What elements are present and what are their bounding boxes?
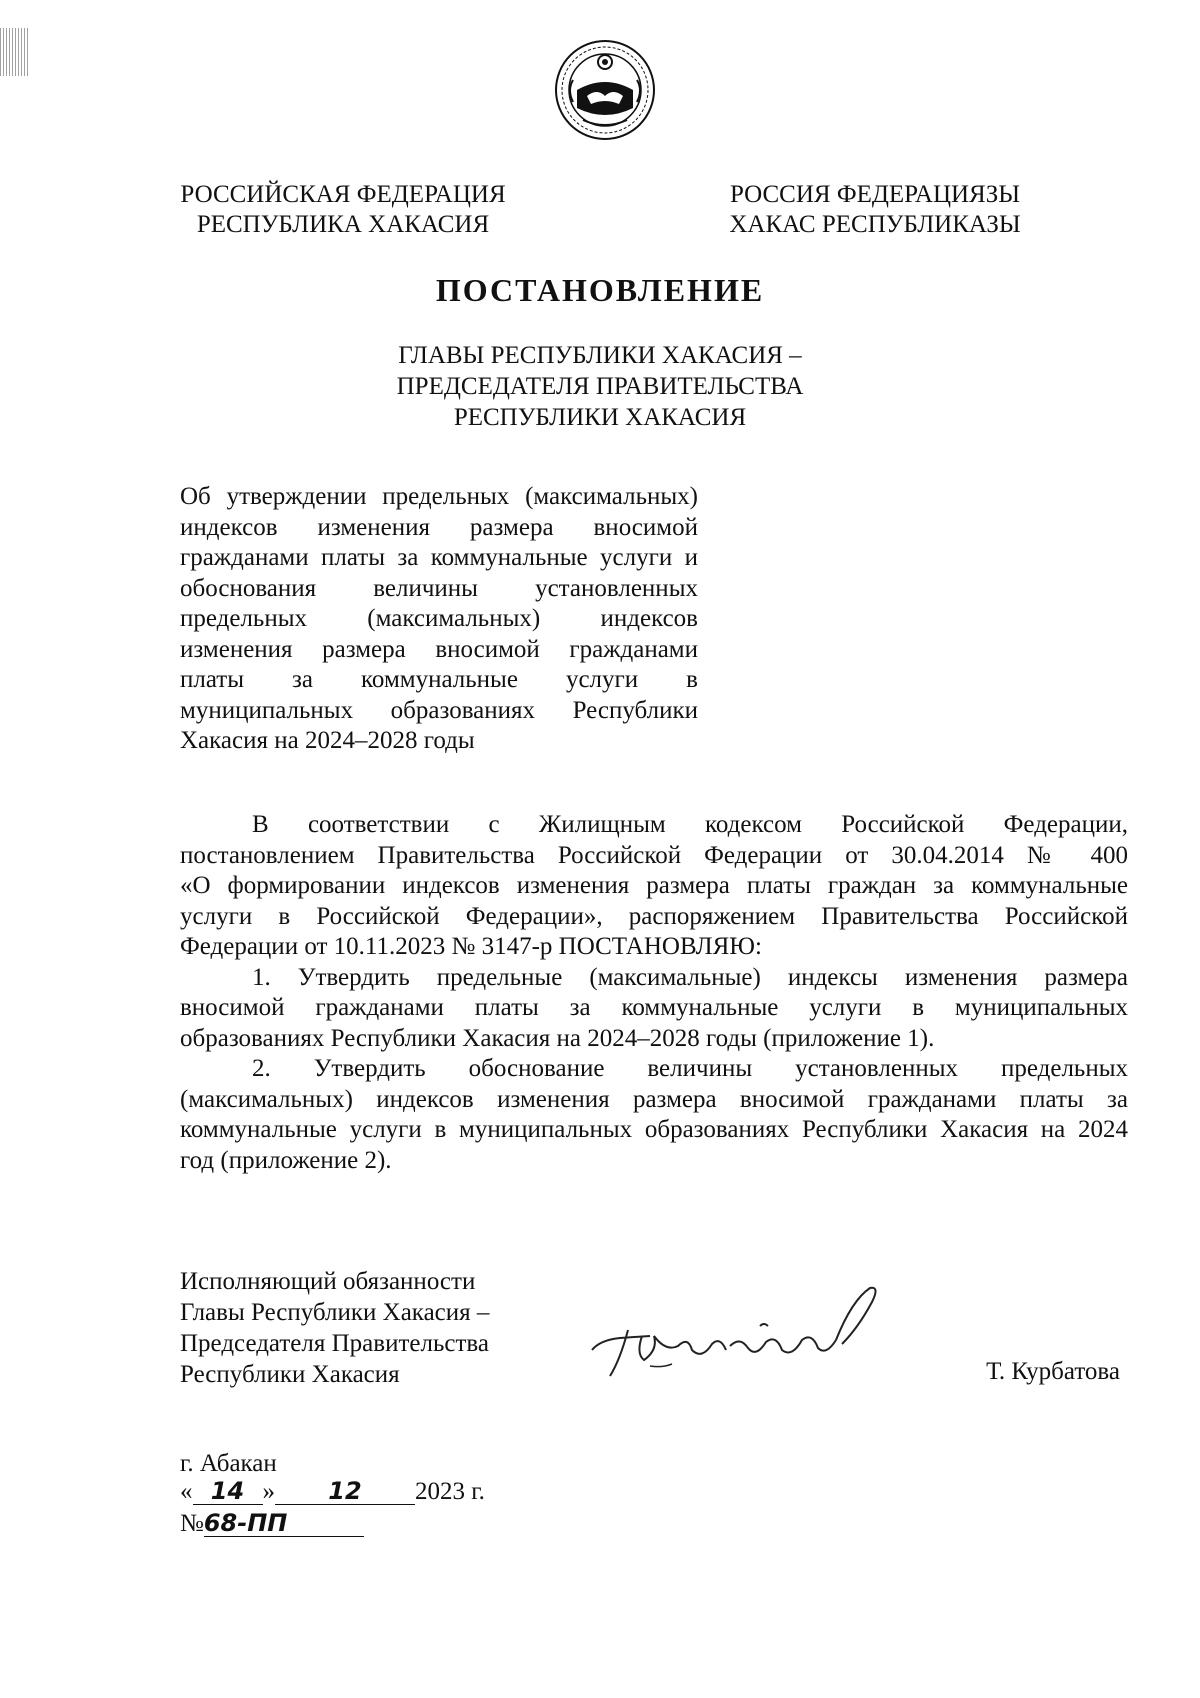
subject-line: Об утверждении предельных (максимальных) [180,483,698,510]
header-left [178,180,508,240]
number-prefix: № [180,1510,204,1537]
body-line: постановлением Правительства Российской Федерации от 30.04.2014 № 400 [180,841,1128,869]
signatory-position [180,1266,520,1390]
subject-line: гражданами платы за коммунальные услуги и [180,544,698,571]
signatory-position-line: Республики Хакасия [180,1361,400,1388]
number-value: 68-ПП [204,1510,364,1537]
body-line: 2. Утвердить обоснование величины установленных предельных [252,1055,1128,1082]
header-right-line-1: РОССИЯ ФЕДЕРАЦИЯЗЫ [729,181,1021,208]
body-line: услуги в Российской Федерации», распоряжением Правительства Российской [180,902,1128,930]
subject-line: изменения размера вносимой гражданами [180,635,698,663]
date-year: 2023 г. [415,1478,485,1505]
document-subject [180,482,698,757]
body-line: год (приложение 2). [180,1146,392,1174]
subtitle-line: ГЛАВЫ РЕСПУБЛИКИ ХАКАСИЯ – [398,342,802,369]
date-day: 14 [193,1478,263,1505]
document-date [180,1478,485,1506]
date-open-quote: « [180,1478,193,1505]
subject-line: индексов изменения размера вносимой [180,513,698,541]
scan-artifact [0,28,28,76]
coat-of-arms-emblem [553,38,657,142]
subject-line: предельных (максимальных) индексов [180,605,698,632]
header-left-line-2: РЕСПУБЛИКА ХАКАСИЯ [196,211,490,238]
header-right [720,180,1030,240]
body-line: 1. Утвердить предельные (максимальные) индексы изменения размера [252,963,1128,991]
subtitle-line: ПРЕДСЕДАТЕЛЯ ПРАВИТЕЛЬСТВА [396,373,804,400]
header-left-line-1: РОССИЙСКАЯ ФЕДЕРАЦИЯ [180,181,506,208]
place-of-issue: г. Абакан [180,1450,277,1477]
document-body [180,810,1128,1176]
subtitle-line: РЕСПУБЛИКИ ХАКАСИЯ [453,404,747,431]
signatory-position-line: Председателя Правительства [180,1330,489,1357]
body-line: образованиях Республики Хакасия на 2024–2028 годы (приложение 1). [180,1024,935,1052]
subject-line: обоснования величины установленных [180,574,698,602]
signatory-position-line: Главы Республики Хакасия – [180,1299,490,1326]
body-line: «О формировании индексов изменения размера платы граждан за коммунальные [180,872,1128,899]
document-title: ПОСТАНОВЛЕНИЕ [435,272,765,308]
date-month: 12 [275,1478,415,1505]
body-line: Федерации от 10.11.2023 № 3147-р ПОСТАНОВЛЯЮ: [180,933,762,960]
document-number [180,1510,364,1538]
header-right-line-2: ХАКАС РЕСПУБЛИКАЗЫ [729,211,1021,238]
subject-line: муниципальных образованиях Республики [180,696,698,724]
handwritten-signature [580,1280,900,1390]
date-close-quote: » [262,1478,275,1505]
body-line: (максимальных) индексов изменения размера вносимой гражданами платы за [180,1085,1128,1113]
document-subtitle [0,340,1200,433]
signatory-name: Т. Курбатова [986,1358,1120,1385]
body-line: В соответствии с Жилищным кодексом Российской Федерации, [252,811,1128,838]
body-line: коммунальные услуги в муниципальных образованиях Республики Хакасия на 2024 [180,1116,1128,1143]
subject-line: Хакасия на 2024–2028 годы [180,727,475,754]
body-line: вносимой гражданами платы за коммунальные услуги в муниципальных [180,994,1128,1021]
signatory-position-line: Исполняющий обязанности [180,1268,476,1295]
subject-line: платы за коммунальные услуги в [180,666,698,693]
